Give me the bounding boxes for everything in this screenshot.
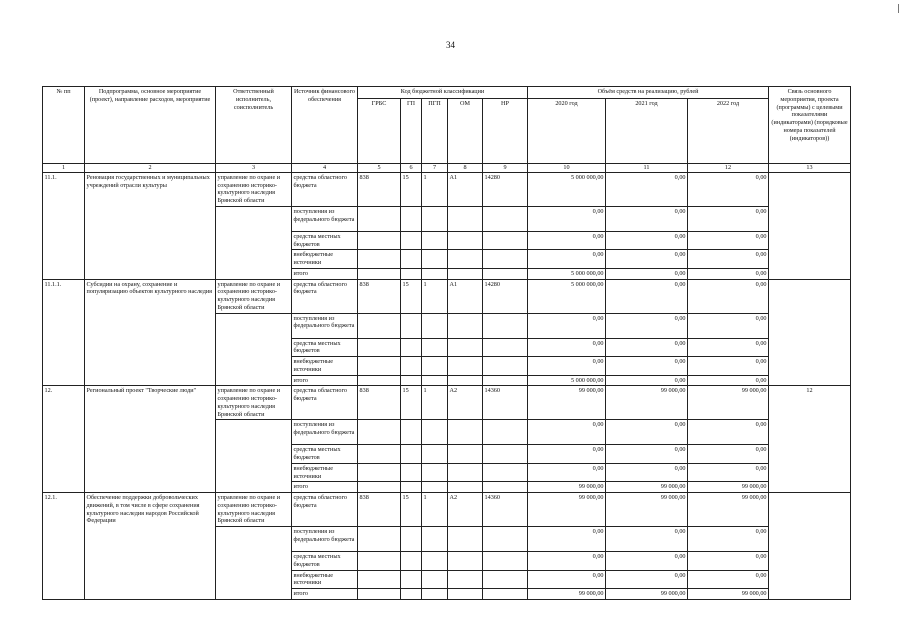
om-cell: А1	[448, 279, 483, 313]
om-cell	[448, 375, 483, 386]
amount-2021: 0,00	[606, 357, 688, 376]
om-cell	[448, 589, 483, 600]
amount-2022: 99 000,00	[688, 386, 769, 420]
pgp-cell	[422, 463, 448, 482]
amount-2022: 0,00	[688, 527, 769, 552]
grbs-cell	[358, 463, 401, 482]
col-number: 5	[358, 164, 401, 173]
amount-2022: 0,00	[688, 357, 769, 376]
col-number: 13	[769, 164, 851, 173]
np-cell	[483, 313, 528, 338]
amount-2020: 0,00	[528, 445, 606, 464]
gp-cell	[401, 589, 422, 600]
amount-2022: 0,00	[688, 375, 769, 386]
amount-2020: 5 000 000,00	[528, 375, 606, 386]
indicator-link	[769, 493, 851, 600]
source-cell: средства областного бюджета	[292, 172, 358, 206]
grbs-cell	[358, 206, 401, 231]
np-cell: 14280	[483, 279, 528, 313]
om-cell	[448, 420, 483, 445]
gp-cell	[401, 552, 422, 571]
header-pgp: ПГП	[422, 99, 448, 164]
amount-2022: 0,00	[688, 552, 769, 571]
gp-cell	[401, 527, 422, 552]
amount-2022: 0,00	[688, 570, 769, 589]
np-cell	[483, 552, 528, 571]
budget-table	[42, 86, 851, 600]
np-cell: 14360	[483, 493, 528, 527]
amount-2021: 0,00	[606, 338, 688, 357]
header-link: Связь основного мероприятия, проекта (программы) с целевыми показателями (индикаторами) (порядковые номера показателей (индикаторов))	[769, 87, 851, 164]
amount-2022: 0,00	[688, 268, 769, 279]
source-cell: итого	[292, 268, 358, 279]
activity-name: Обеспечение поддержки добровольческих движений, в том числе в сфере сохранения культурного наследия народов Российской Федерации	[85, 493, 216, 600]
grbs-cell	[358, 570, 401, 589]
responsible-cell: управление по охране и сохранению историко-культурного наследия Брянской области	[216, 386, 292, 420]
om-cell: А1	[448, 172, 483, 206]
source-cell: поступления из федерального бюджета	[292, 527, 358, 552]
np-cell	[483, 589, 528, 600]
col-number: 3	[216, 164, 292, 173]
table-row	[43, 172, 851, 206]
gp-cell: 15	[401, 386, 422, 420]
source-cell: итого	[292, 589, 358, 600]
pgp-cell	[422, 206, 448, 231]
header-volume: Объём средств на реализацию, рублей	[528, 87, 769, 99]
amount-2021: 0,00	[606, 463, 688, 482]
amount-2022: 0,00	[688, 206, 769, 231]
pgp-cell	[422, 445, 448, 464]
pgp-cell	[422, 589, 448, 600]
activity-name: Региональный проект "Творческие люди"	[85, 386, 216, 493]
header-np: НР	[483, 99, 528, 164]
np-cell	[483, 268, 528, 279]
header-num: № пп	[43, 87, 85, 164]
gp-cell: 15	[401, 172, 422, 206]
np-cell	[483, 231, 528, 250]
pgp-cell: 1	[422, 172, 448, 206]
gp-cell	[401, 313, 422, 338]
amount-2020: 0,00	[528, 420, 606, 445]
gp-cell	[401, 338, 422, 357]
responsible-cell	[216, 206, 292, 279]
pgp-cell	[422, 375, 448, 386]
grbs-cell: 838	[358, 279, 401, 313]
amount-2020: 99 000,00	[528, 386, 606, 420]
source-cell: средства местных бюджетов	[292, 445, 358, 464]
source-cell: внебюджетные источники	[292, 463, 358, 482]
col-number: 11	[606, 164, 688, 173]
pgp-cell: 1	[422, 279, 448, 313]
responsible-cell: управление по охране и сохранению историко-культурного наследия Брянской области	[216, 493, 292, 527]
header-gp: ГП	[401, 99, 422, 164]
pgp-cell	[422, 527, 448, 552]
grbs-cell: 838	[358, 493, 401, 527]
header-budget-code: Код бюджетной классификации	[358, 87, 528, 99]
gp-cell	[401, 250, 422, 269]
om-cell	[448, 570, 483, 589]
om-cell	[448, 552, 483, 571]
grbs-cell	[358, 375, 401, 386]
np-cell	[483, 482, 528, 493]
grbs-cell	[358, 589, 401, 600]
source-cell: средства областного бюджета	[292, 279, 358, 313]
grbs-cell	[358, 420, 401, 445]
gp-cell	[401, 206, 422, 231]
header-2021: 2021 год	[606, 99, 688, 164]
responsible-cell: управление по охране и сохранению историко-культурного наследия Брянской области	[216, 172, 292, 206]
amount-2020: 0,00	[528, 338, 606, 357]
amount-2020: 0,00	[528, 250, 606, 269]
amount-2020: 5 000 000,00	[528, 279, 606, 313]
gp-cell	[401, 445, 422, 464]
np-cell	[483, 570, 528, 589]
gp-cell	[401, 357, 422, 376]
source-cell: средства местных бюджетов	[292, 231, 358, 250]
amount-2021: 0,00	[606, 172, 688, 206]
np-cell	[483, 250, 528, 269]
pgp-cell	[422, 482, 448, 493]
amount-2022: 0,00	[688, 420, 769, 445]
source-cell: средства местных бюджетов	[292, 552, 358, 571]
pgp-cell	[422, 420, 448, 445]
np-cell	[483, 206, 528, 231]
om-cell	[448, 250, 483, 269]
gp-cell	[401, 268, 422, 279]
gp-cell	[401, 570, 422, 589]
header-2022: 2022 год	[688, 99, 769, 164]
amount-2021: 99 000,00	[606, 493, 688, 527]
row-number: 11.1.	[43, 172, 85, 279]
row-number: 12.	[43, 386, 85, 493]
table-row	[43, 386, 851, 420]
pgp-cell	[422, 313, 448, 338]
np-cell	[483, 357, 528, 376]
pgp-cell	[422, 552, 448, 571]
indicator-link: 12	[769, 386, 851, 493]
om-cell: А2	[448, 386, 483, 420]
header-responsible: Ответственный исполнитель, соисполнитель	[216, 87, 292, 164]
grbs-cell: 838	[358, 172, 401, 206]
amount-2021: 0,00	[606, 570, 688, 589]
header-source: Источник финансового обеспечения	[292, 87, 358, 164]
source-cell: поступления из федерального бюджета	[292, 313, 358, 338]
source-cell: средства областного бюджета	[292, 493, 358, 527]
pgp-cell: 1	[422, 386, 448, 420]
pgp-cell	[422, 231, 448, 250]
amount-2020: 99 000,00	[528, 482, 606, 493]
np-cell	[483, 338, 528, 357]
table-header	[43, 87, 851, 173]
amount-2021: 0,00	[606, 313, 688, 338]
table-row	[43, 493, 851, 527]
pgp-cell	[422, 338, 448, 357]
responsible-cell: управление по охране и сохранению историко-культурного наследия Брянской области	[216, 279, 292, 313]
amount-2021: 99 000,00	[606, 589, 688, 600]
amount-2020: 99 000,00	[528, 589, 606, 600]
indicator-link	[769, 172, 851, 279]
row-number: 12.1.	[43, 493, 85, 600]
amount-2020: 5 000 000,00	[528, 268, 606, 279]
gp-cell: 15	[401, 279, 422, 313]
grbs-cell	[358, 231, 401, 250]
header-grbs: ГРБС	[358, 99, 401, 164]
source-cell: итого	[292, 375, 358, 386]
table-row	[43, 279, 851, 313]
pgp-cell	[422, 250, 448, 269]
activity-name: Реновация государственных и муниципальных учреждений отрасли культуры	[85, 172, 216, 279]
amount-2021: 99 000,00	[606, 386, 688, 420]
grbs-cell	[358, 527, 401, 552]
np-cell	[483, 375, 528, 386]
activity-name: Субсидии на охрану, сохранение и популяризацию объектов культурного наследия	[85, 279, 216, 386]
amount-2020: 0,00	[528, 357, 606, 376]
page-number: 34	[446, 40, 455, 50]
amount-2022: 0,00	[688, 279, 769, 313]
pgp-cell	[422, 357, 448, 376]
amount-2020: 0,00	[528, 570, 606, 589]
om-cell	[448, 206, 483, 231]
gp-cell	[401, 463, 422, 482]
grbs-cell	[358, 482, 401, 493]
col-number: 9	[483, 164, 528, 173]
amount-2021: 0,00	[606, 206, 688, 231]
amount-2021: 0,00	[606, 231, 688, 250]
gp-cell	[401, 231, 422, 250]
np-cell	[483, 527, 528, 552]
grbs-cell	[358, 268, 401, 279]
source-cell: поступления из федерального бюджета	[292, 420, 358, 445]
np-cell: 14280	[483, 172, 528, 206]
amount-2020: 5 000 000,00	[528, 172, 606, 206]
amount-2020: 0,00	[528, 313, 606, 338]
grbs-cell	[358, 552, 401, 571]
amount-2022: 0,00	[688, 445, 769, 464]
col-number: 10	[528, 164, 606, 173]
grbs-cell	[358, 357, 401, 376]
pgp-cell: 1	[422, 493, 448, 527]
header-program: Подпрограмма, основное мероприятие (проект), направление расходов, мероприятие	[85, 87, 216, 164]
amount-2021: 0,00	[606, 420, 688, 445]
grbs-cell: 838	[358, 386, 401, 420]
amount-2021: 0,00	[606, 375, 688, 386]
amount-2020: 0,00	[528, 206, 606, 231]
grbs-cell	[358, 445, 401, 464]
amount-2022: 0,00	[688, 338, 769, 357]
amount-2022: 99 000,00	[688, 589, 769, 600]
amount-2022: 0,00	[688, 463, 769, 482]
amount-2021: 99 000,00	[606, 482, 688, 493]
col-number: 8	[448, 164, 483, 173]
gp-cell	[401, 420, 422, 445]
source-cell: поступления из федерального бюджета	[292, 206, 358, 231]
col-number: 7	[422, 164, 448, 173]
amount-2022: 99 000,00	[688, 482, 769, 493]
amount-2021: 0,00	[606, 552, 688, 571]
header-om: ОМ	[448, 99, 483, 164]
col-number: 2	[85, 164, 216, 173]
header-2020: 2020 год	[528, 99, 606, 164]
pgp-cell	[422, 268, 448, 279]
np-cell	[483, 420, 528, 445]
amount-2021: 0,00	[606, 527, 688, 552]
pgp-cell	[422, 570, 448, 589]
amount-2021: 0,00	[606, 279, 688, 313]
gp-cell	[401, 375, 422, 386]
page-edge-mark	[898, 4, 899, 13]
om-cell	[448, 527, 483, 552]
responsible-cell	[216, 527, 292, 600]
grbs-cell	[358, 313, 401, 338]
om-cell	[448, 482, 483, 493]
col-number: 4	[292, 164, 358, 173]
source-cell: внебюджетные источники	[292, 570, 358, 589]
amount-2022: 0,00	[688, 172, 769, 206]
col-number: 1	[43, 164, 85, 173]
amount-2022: 0,00	[688, 313, 769, 338]
amount-2022: 99 000,00	[688, 493, 769, 527]
np-cell	[483, 463, 528, 482]
responsible-cell	[216, 420, 292, 493]
om-cell	[448, 463, 483, 482]
source-cell: итого	[292, 482, 358, 493]
amount-2020: 0,00	[528, 463, 606, 482]
row-number: 11.1.1.	[43, 279, 85, 386]
np-cell: 14360	[483, 386, 528, 420]
om-cell	[448, 231, 483, 250]
om-cell	[448, 445, 483, 464]
col-number: 6	[401, 164, 422, 173]
om-cell	[448, 338, 483, 357]
om-cell: А2	[448, 493, 483, 527]
amount-2020: 99 000,00	[528, 493, 606, 527]
amount-2020: 0,00	[528, 552, 606, 571]
source-cell: средства областного бюджета	[292, 386, 358, 420]
om-cell	[448, 357, 483, 376]
gp-cell	[401, 482, 422, 493]
indicator-link	[769, 279, 851, 386]
col-number: 12	[688, 164, 769, 173]
source-cell: внебюджетные источники	[292, 250, 358, 269]
amount-2020: 0,00	[528, 527, 606, 552]
amount-2020: 0,00	[528, 231, 606, 250]
column-number-row	[43, 164, 851, 173]
om-cell	[448, 268, 483, 279]
source-cell: средства местных бюджетов	[292, 338, 358, 357]
gp-cell: 15	[401, 493, 422, 527]
responsible-cell	[216, 313, 292, 386]
om-cell	[448, 313, 483, 338]
grbs-cell	[358, 338, 401, 357]
grbs-cell	[358, 250, 401, 269]
amount-2021: 0,00	[606, 268, 688, 279]
amount-2022: 0,00	[688, 250, 769, 269]
table-body	[43, 172, 851, 599]
amount-2022: 0,00	[688, 231, 769, 250]
np-cell	[483, 445, 528, 464]
amount-2021: 0,00	[606, 445, 688, 464]
source-cell: внебюджетные источники	[292, 357, 358, 376]
amount-2021: 0,00	[606, 250, 688, 269]
